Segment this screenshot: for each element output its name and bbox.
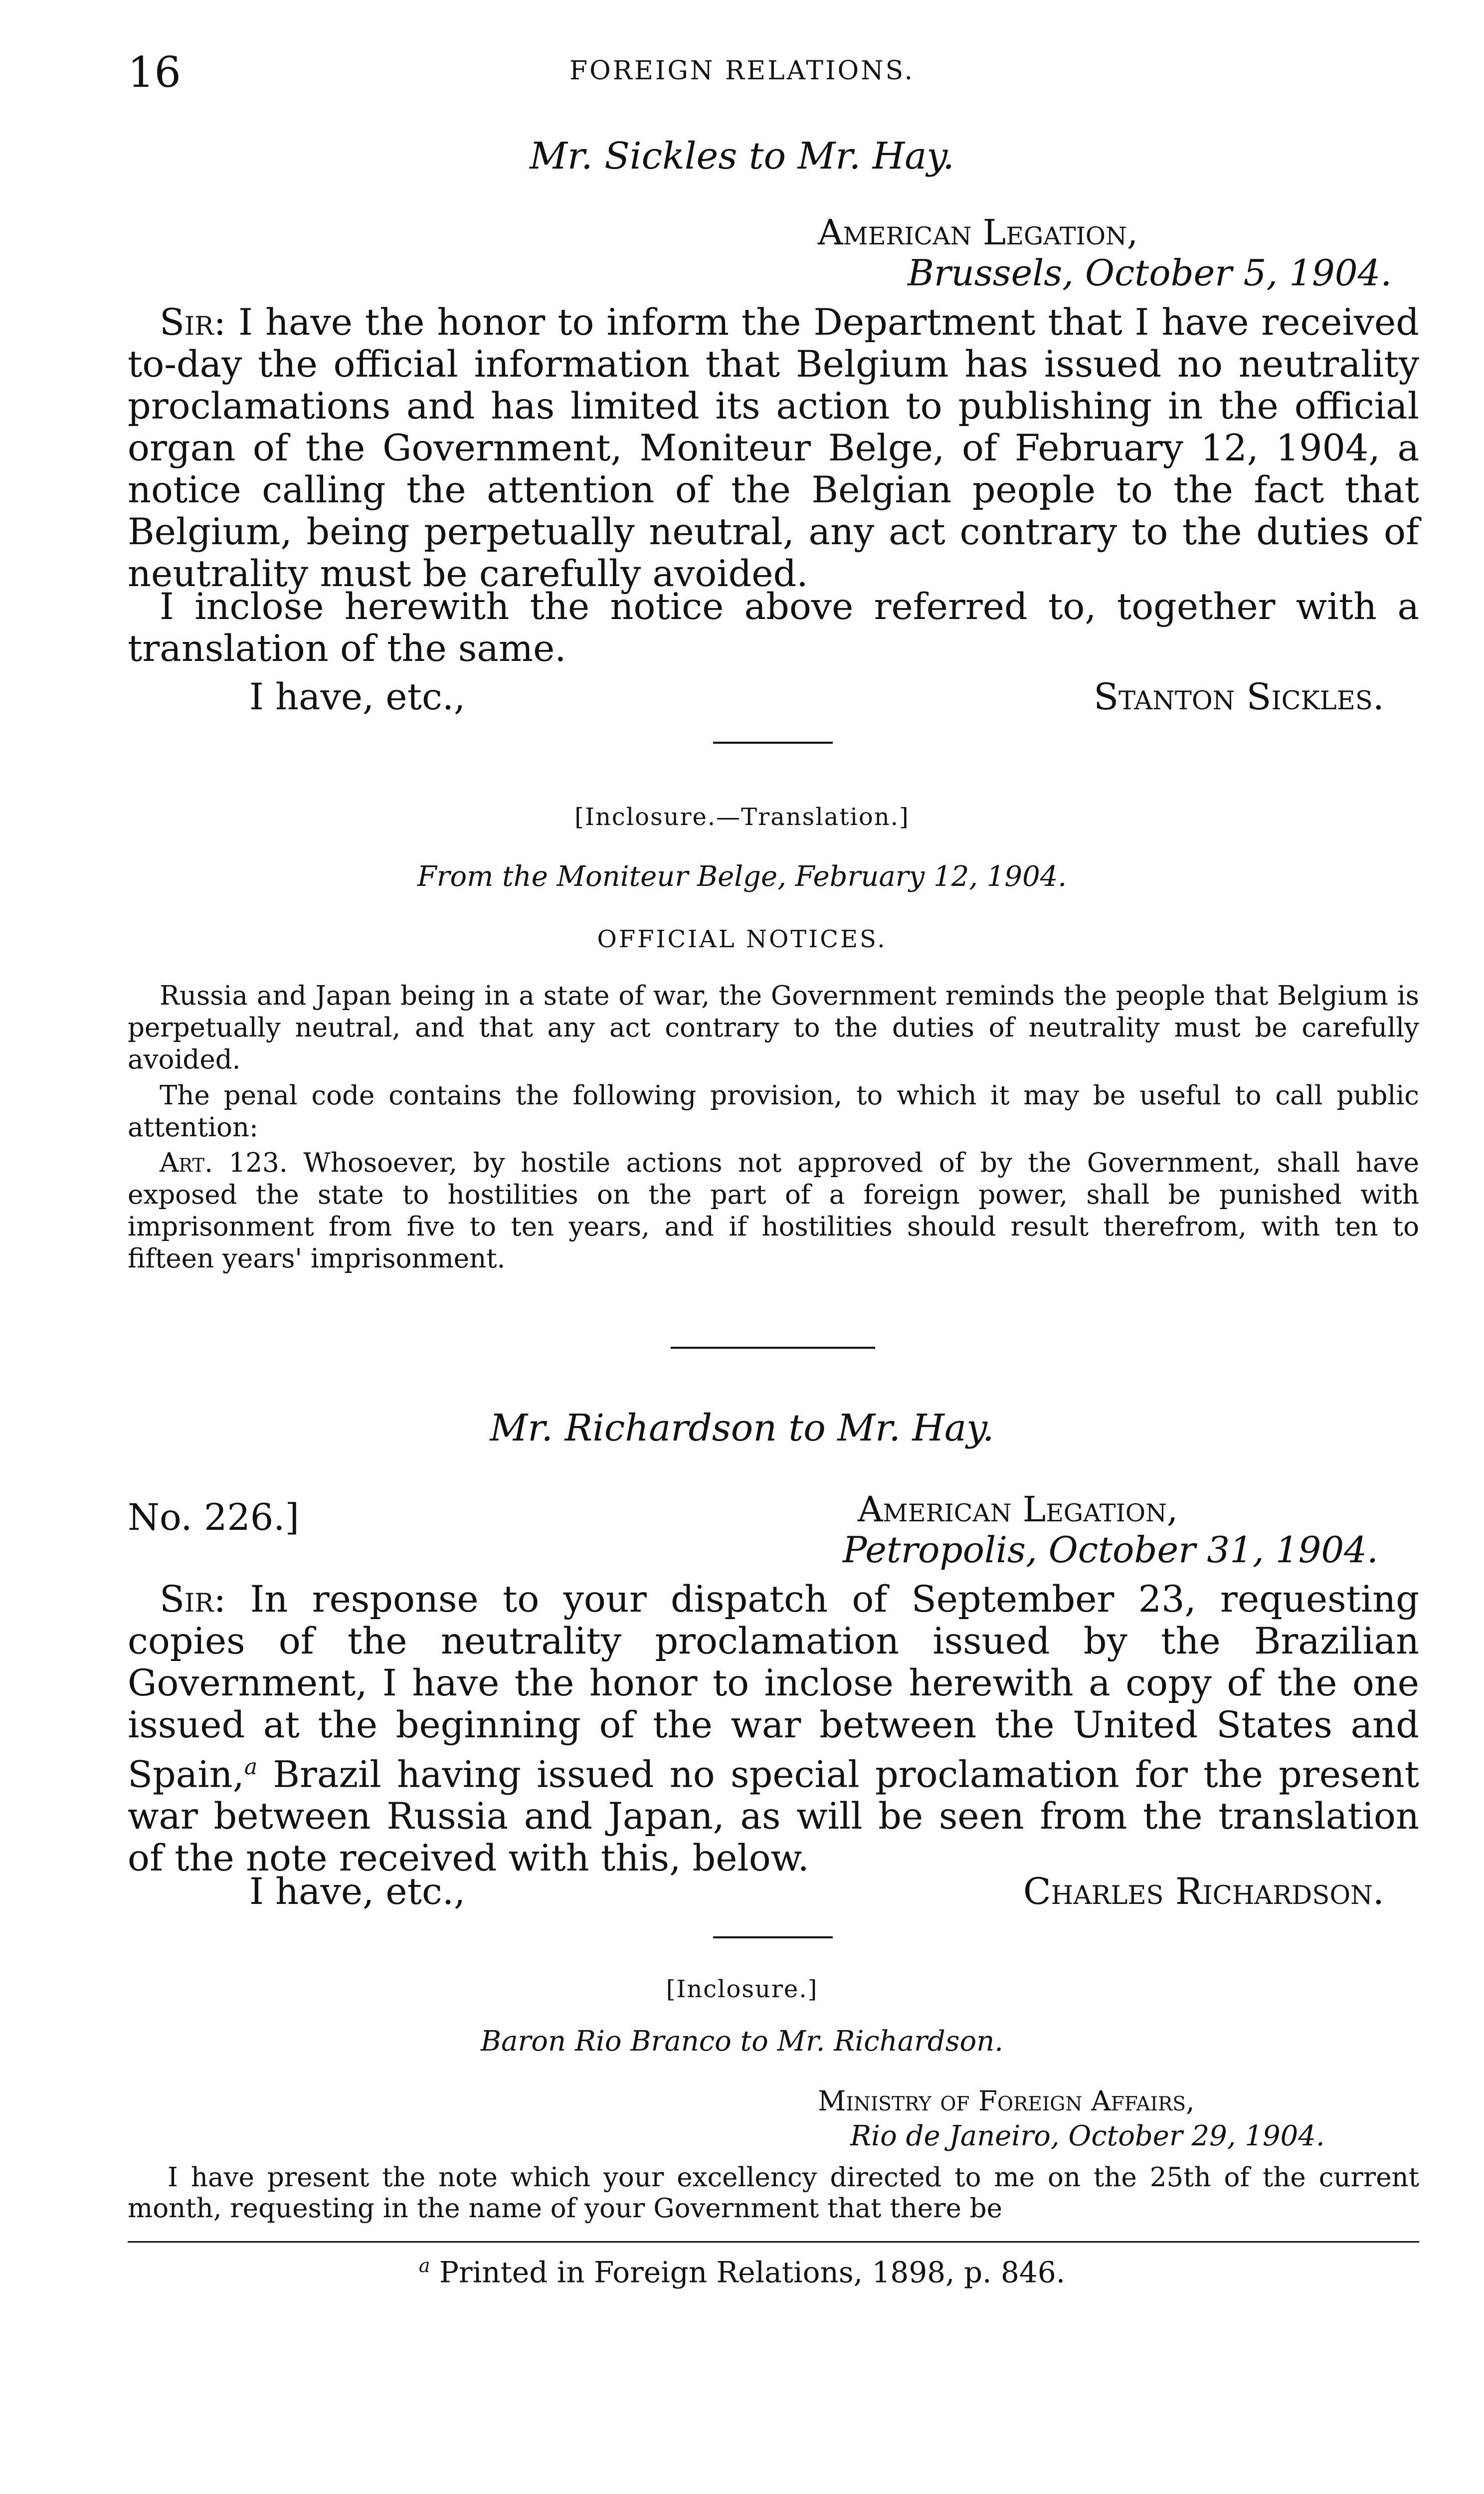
letter1-salutation: Sir: xyxy=(160,301,226,344)
letter2-title: Mr. Richardson to Mr. Hay. xyxy=(490,1407,994,1450)
inclosure2-title: Baron Rio Branco to Mr. Richardson. xyxy=(480,2025,1004,2058)
inclosure1-heading: OFFICIAL NOTICES. xyxy=(597,925,887,953)
letter1-paragraph-2: I inclose herewith the notice above referred to, together with a translation of the same. xyxy=(128,586,1419,670)
inclosure2-label: [Inclosure.] xyxy=(666,1975,818,2003)
footnote xyxy=(0,2255,1484,2289)
inclosure1-paragraph-1: Russia and Japan being in a state of war, the Government reminds the people that Belgium is perpetually neutral, and that any act contrary to the duties of neutrality must be carefully avoided. xyxy=(128,981,1419,1075)
letter1-paragraph-1 xyxy=(128,302,1419,595)
footnote-marker-label: a xyxy=(418,2255,430,2277)
inclosure1-source: From the Moniteur Belge, February 12, 1904. xyxy=(417,860,1067,893)
letter2-signature: Charles Richardson. xyxy=(1023,1870,1384,1913)
letter1-place-date: Brussels, October 5, 1904. xyxy=(908,252,1392,294)
dispatch-number: No. 226.] xyxy=(128,1496,299,1539)
footnote-marker: a xyxy=(244,1754,258,1780)
section-divider xyxy=(713,742,833,744)
footnote-text: Printed in Foreign Relations, 1898, p. 846. xyxy=(439,2255,1066,2289)
letter2-place-date: Petropolis, October 31, 1904. xyxy=(843,1529,1378,1571)
letter2-salutation: Sir: xyxy=(160,1578,226,1621)
inclosure1-article xyxy=(128,1147,1419,1275)
running-head: FOREIGN RELATIONS. xyxy=(569,56,915,86)
letter2-legation: American Legation, xyxy=(858,1489,1178,1530)
letter2-paragraph-1 xyxy=(128,1579,1419,1879)
section-divider xyxy=(713,1936,833,1938)
inclosure2-ministry: Ministry of Foreign Affairs, xyxy=(818,2085,1195,2117)
letter1-title: Mr. Sickles to Mr. Hay. xyxy=(530,135,954,178)
article-label: Art. 123. xyxy=(160,1148,288,1178)
inclosure1-paragraph-2: The penal code contains the following provision, to which it may be useful to call public attention: xyxy=(128,1080,1419,1143)
letter1-paragraph-1-text: I have the honor to inform the Department that I have received to-day the official information that Belgium has issued no neutrality proclamations and has limited its action to publishing in the official organ of the Government, Moniteur Belge, of February 12, 1904, a notice calling the attention of the Belgian people to the fact that Belgium, being perpetually neutral, any act contrary to the duties of neutrality must be carefully avoided. xyxy=(128,301,1419,595)
page-number: 16 xyxy=(128,48,181,97)
letter2-paragraph-1a: In response to your dispatch of September 23, requesting copies of the neutrality proclamation issued by the Brazilian Government, I have the honor to inclose herewith a copy of the one issued at the beginning of the war between the United States and Spain, xyxy=(128,1578,1419,1796)
letter1-closing: I have, etc., xyxy=(249,676,466,718)
inclosure2-place-date: Rio de Janeiro, October 29, 1904. xyxy=(850,2120,1325,2152)
footnote-rule xyxy=(128,2241,1419,2243)
inclosure1-label: [Inclosure.—Translation.] xyxy=(574,803,910,831)
article-text: Whosoever, by hostile actions not approved of by the Government, shall have exposed the state to hostilities on the part of a foreign power, shall be punished with imprisonment from five to ten years, and if hostilities should result therefrom, with ten to fifteen years' imprisonment. xyxy=(128,1148,1419,1274)
letter1-signature: Stanton Sickles. xyxy=(1094,676,1384,718)
inclosure2-paragraph-1: I have present the note which your excellency directed to me on the 25th of the current month, requesting in the name of your Government that there be xyxy=(128,2162,1419,2224)
letter1-legation: American Legation, xyxy=(818,212,1138,253)
letter2-paragraph-1b: Brazil having issued no special proclamation for the present war between Russia and Japan, as will be seen from the translation of the note received with this, below. xyxy=(128,1753,1419,1880)
letter2-closing: I have, etc., xyxy=(249,1870,466,1913)
section-divider xyxy=(671,1347,875,1349)
